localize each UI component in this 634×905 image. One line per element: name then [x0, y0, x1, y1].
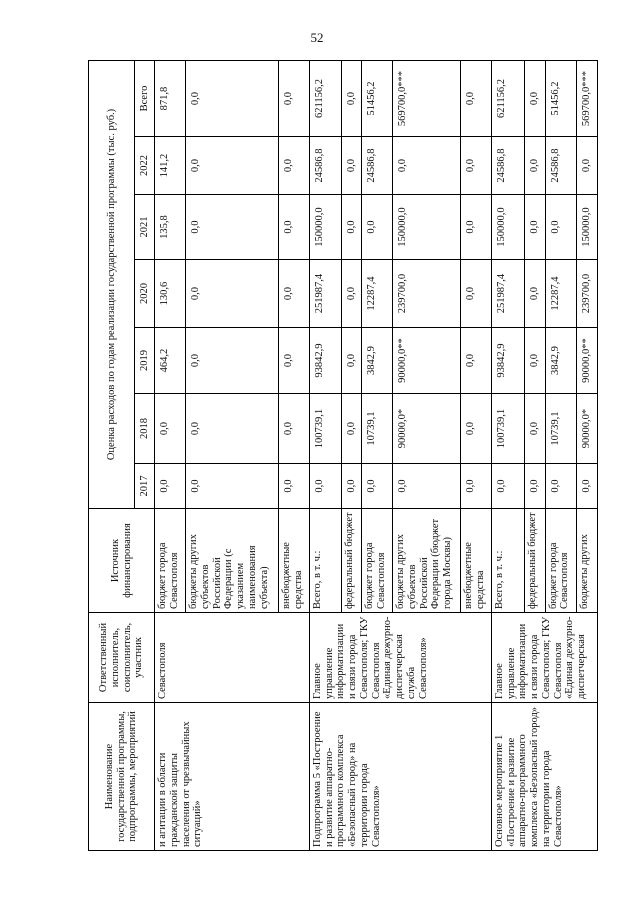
- year-value-cell: 0,0: [525, 464, 546, 509]
- header-total: Всего: [135, 60, 155, 136]
- year-value-cell: 0,0: [186, 464, 279, 509]
- year-value-cell: 0,0: [461, 260, 492, 328]
- funding-source-cell: Всего, в т. ч.:: [309, 509, 341, 613]
- year-value-cell: 24586,8: [309, 137, 341, 195]
- year-value-cell: 0,0: [461, 328, 492, 394]
- total-value-cell: 0,0: [279, 60, 310, 136]
- funding-source-cell: бюджет города Севастополя: [545, 509, 576, 613]
- total-value-cell: 0,0: [342, 60, 362, 136]
- responsible-cell: Главное управление информатизации и связи города Севастополя; ГКУ Севастополя «Единая дежурно-диспетчерская служба Севастополя»: [309, 613, 491, 703]
- table-body: [155, 60, 598, 850]
- header-name: Наименование государственной программы, подпрограммы, мероприятий: [89, 703, 155, 851]
- year-value-cell: 0,0: [461, 464, 492, 509]
- funding-source-cell: федеральный бюджет: [342, 509, 362, 613]
- header-year: 2020: [135, 260, 155, 328]
- year-value-cell: 0,0: [342, 137, 362, 195]
- funding-source-cell: Всего, в т. ч.:: [491, 509, 524, 613]
- year-value-cell: 0,0: [393, 137, 461, 195]
- table-row: [491, 60, 524, 850]
- year-value-cell: 135,8: [155, 195, 186, 260]
- table-row: [309, 60, 341, 850]
- year-value-cell: 0,0: [525, 394, 546, 464]
- total-value-cell: 871,8: [155, 60, 186, 136]
- year-value-cell: 0,0: [186, 394, 279, 464]
- year-value-cell: 0,0: [342, 328, 362, 394]
- total-value-cell: 621156,2: [309, 60, 341, 136]
- responsible-cell: Главное управление информатизации и связи города Севастополя; ГКУ Севастополя «Единая дежурно-диспетчерская: [491, 613, 597, 703]
- year-value-cell: 0,0: [155, 394, 186, 464]
- year-value-cell: 3842,9: [545, 328, 576, 394]
- year-value-cell: 10739,1: [545, 394, 576, 464]
- year-value-cell: 12287,4: [545, 260, 576, 328]
- year-value-cell: 150000,0: [309, 195, 341, 260]
- year-value-cell: 239700,0: [577, 260, 598, 328]
- year-value-cell: 150000,0: [393, 195, 461, 260]
- financing-table: [88, 60, 598, 851]
- header-source: Источник финансирования: [89, 509, 155, 613]
- year-value-cell: 150000,0: [577, 195, 598, 260]
- year-value-cell: 10739,1: [362, 394, 393, 464]
- year-value-cell: 0,0: [545, 464, 576, 509]
- year-value-cell: 0,0: [186, 328, 279, 394]
- funding-source-cell: бюджеты других субъектов Российской Федерации (бюджет города Москвы): [393, 509, 461, 613]
- header-year: 2019: [135, 328, 155, 394]
- year-value-cell: 0,0: [525, 137, 546, 195]
- year-value-cell: 141,2: [155, 137, 186, 195]
- year-value-cell: 90000,0**: [393, 328, 461, 394]
- header-estimate: Оценка расходов по годам реализации государственной программы (тыс. руб.): [89, 60, 135, 508]
- total-value-cell: 0,0: [186, 60, 279, 136]
- year-value-cell: 0,0: [525, 260, 546, 328]
- year-value-cell: 0,0: [279, 464, 310, 509]
- year-value-cell: 0,0: [186, 195, 279, 260]
- year-value-cell: 251987,4: [309, 260, 341, 328]
- year-value-cell: 0,0: [279, 137, 310, 195]
- total-value-cell: 51456,2: [362, 60, 393, 136]
- total-value-cell: 621156,2: [491, 60, 524, 136]
- year-value-cell: 130,6: [155, 260, 186, 328]
- year-value-cell: 0,0: [279, 260, 310, 328]
- header-year: 2022: [135, 137, 155, 195]
- year-value-cell: 0,0: [525, 328, 546, 394]
- program-name-cell: и агитации в области гражданской защиты населения от чрезвычайных ситуаций»: [155, 703, 310, 851]
- year-value-cell: 100739,1: [491, 394, 524, 464]
- total-value-cell: 0,0: [461, 60, 492, 136]
- year-value-cell: 0,0: [279, 328, 310, 394]
- total-value-cell: 569700,0***: [393, 60, 461, 136]
- rotated-table-container: [88, 61, 598, 851]
- year-value-cell: 90000,0*: [577, 394, 598, 464]
- year-value-cell: 0,0: [461, 195, 492, 260]
- year-value-cell: 93842,9: [491, 328, 524, 394]
- year-value-cell: 90000,0*: [393, 394, 461, 464]
- year-value-cell: 0,0: [491, 464, 524, 509]
- total-value-cell: 569700,0***: [577, 60, 598, 136]
- year-value-cell: 0,0: [342, 464, 362, 509]
- year-value-cell: 0,0: [577, 464, 598, 509]
- funding-source-cell: бюджет города Севастополя: [362, 509, 393, 613]
- funding-source-cell: внебюджетные средства: [461, 509, 492, 613]
- year-value-cell: 3842,9: [362, 328, 393, 394]
- year-value-cell: 0,0: [309, 464, 341, 509]
- year-value-cell: 0,0: [155, 464, 186, 509]
- year-value-cell: 0,0: [342, 394, 362, 464]
- header-year: 2018: [135, 394, 155, 464]
- funding-source-cell: бюджет города Севастополя: [155, 509, 186, 613]
- year-value-cell: 12287,4: [362, 260, 393, 328]
- funding-source-cell: бюджеты других: [577, 509, 598, 613]
- funding-source-cell: внебюджетные средства: [279, 509, 310, 613]
- year-value-cell: 0,0: [525, 195, 546, 260]
- year-value-cell: 0,0: [342, 260, 362, 328]
- table-row: [155, 60, 186, 850]
- year-value-cell: 0,0: [186, 137, 279, 195]
- program-name-cell: Основное мероприятие 1 «Построение и развитие аппаратно-программного комплекса «Безопасный город» на территории города Севастополя»: [491, 703, 597, 851]
- year-value-cell: 93842,9: [309, 328, 341, 394]
- header-year: 2021: [135, 195, 155, 260]
- year-value-cell: 0,0: [461, 394, 492, 464]
- header-responsible: Ответственный исполнитель, соисполнитель, участник: [89, 613, 155, 703]
- year-value-cell: 24586,8: [362, 137, 393, 195]
- program-name-cell: Подпрограмма 5 «Построение и развитие аппаратно-программного комплекса «Безопасный город» на территории города Севастополя»: [309, 703, 491, 851]
- total-value-cell: 0,0: [525, 60, 546, 136]
- year-value-cell: 239700,0: [393, 260, 461, 328]
- total-value-cell: 51456,2: [545, 60, 576, 136]
- year-value-cell: 0,0: [362, 464, 393, 509]
- responsible-cell: Севастополя: [155, 613, 310, 703]
- year-value-cell: 24586,8: [491, 137, 524, 195]
- year-value-cell: 150000,0: [491, 195, 524, 260]
- year-value-cell: 24586,8: [545, 137, 576, 195]
- year-value-cell: 90000,0**: [577, 328, 598, 394]
- funding-source-cell: бюджеты других субъектов Российской Федерации (с указанием наименования субъекта): [186, 509, 279, 613]
- page-number: 52: [310, 30, 324, 45]
- year-value-cell: 0,0: [545, 195, 576, 260]
- funding-source-cell: федеральный бюджет: [525, 509, 546, 613]
- year-value-cell: 0,0: [279, 394, 310, 464]
- year-value-cell: 0,0: [461, 137, 492, 195]
- year-value-cell: 100739,1: [309, 394, 341, 464]
- year-value-cell: 0,0: [186, 260, 279, 328]
- year-value-cell: 251987,4: [491, 260, 524, 328]
- year-value-cell: 0,0: [393, 464, 461, 509]
- year-value-cell: 0,0: [279, 195, 310, 260]
- year-value-cell: 0,0: [342, 195, 362, 260]
- year-value-cell: 464,2: [155, 328, 186, 394]
- header-year: 2017: [135, 464, 155, 509]
- year-value-cell: 0,0: [362, 195, 393, 260]
- year-value-cell: 0,0: [577, 137, 598, 195]
